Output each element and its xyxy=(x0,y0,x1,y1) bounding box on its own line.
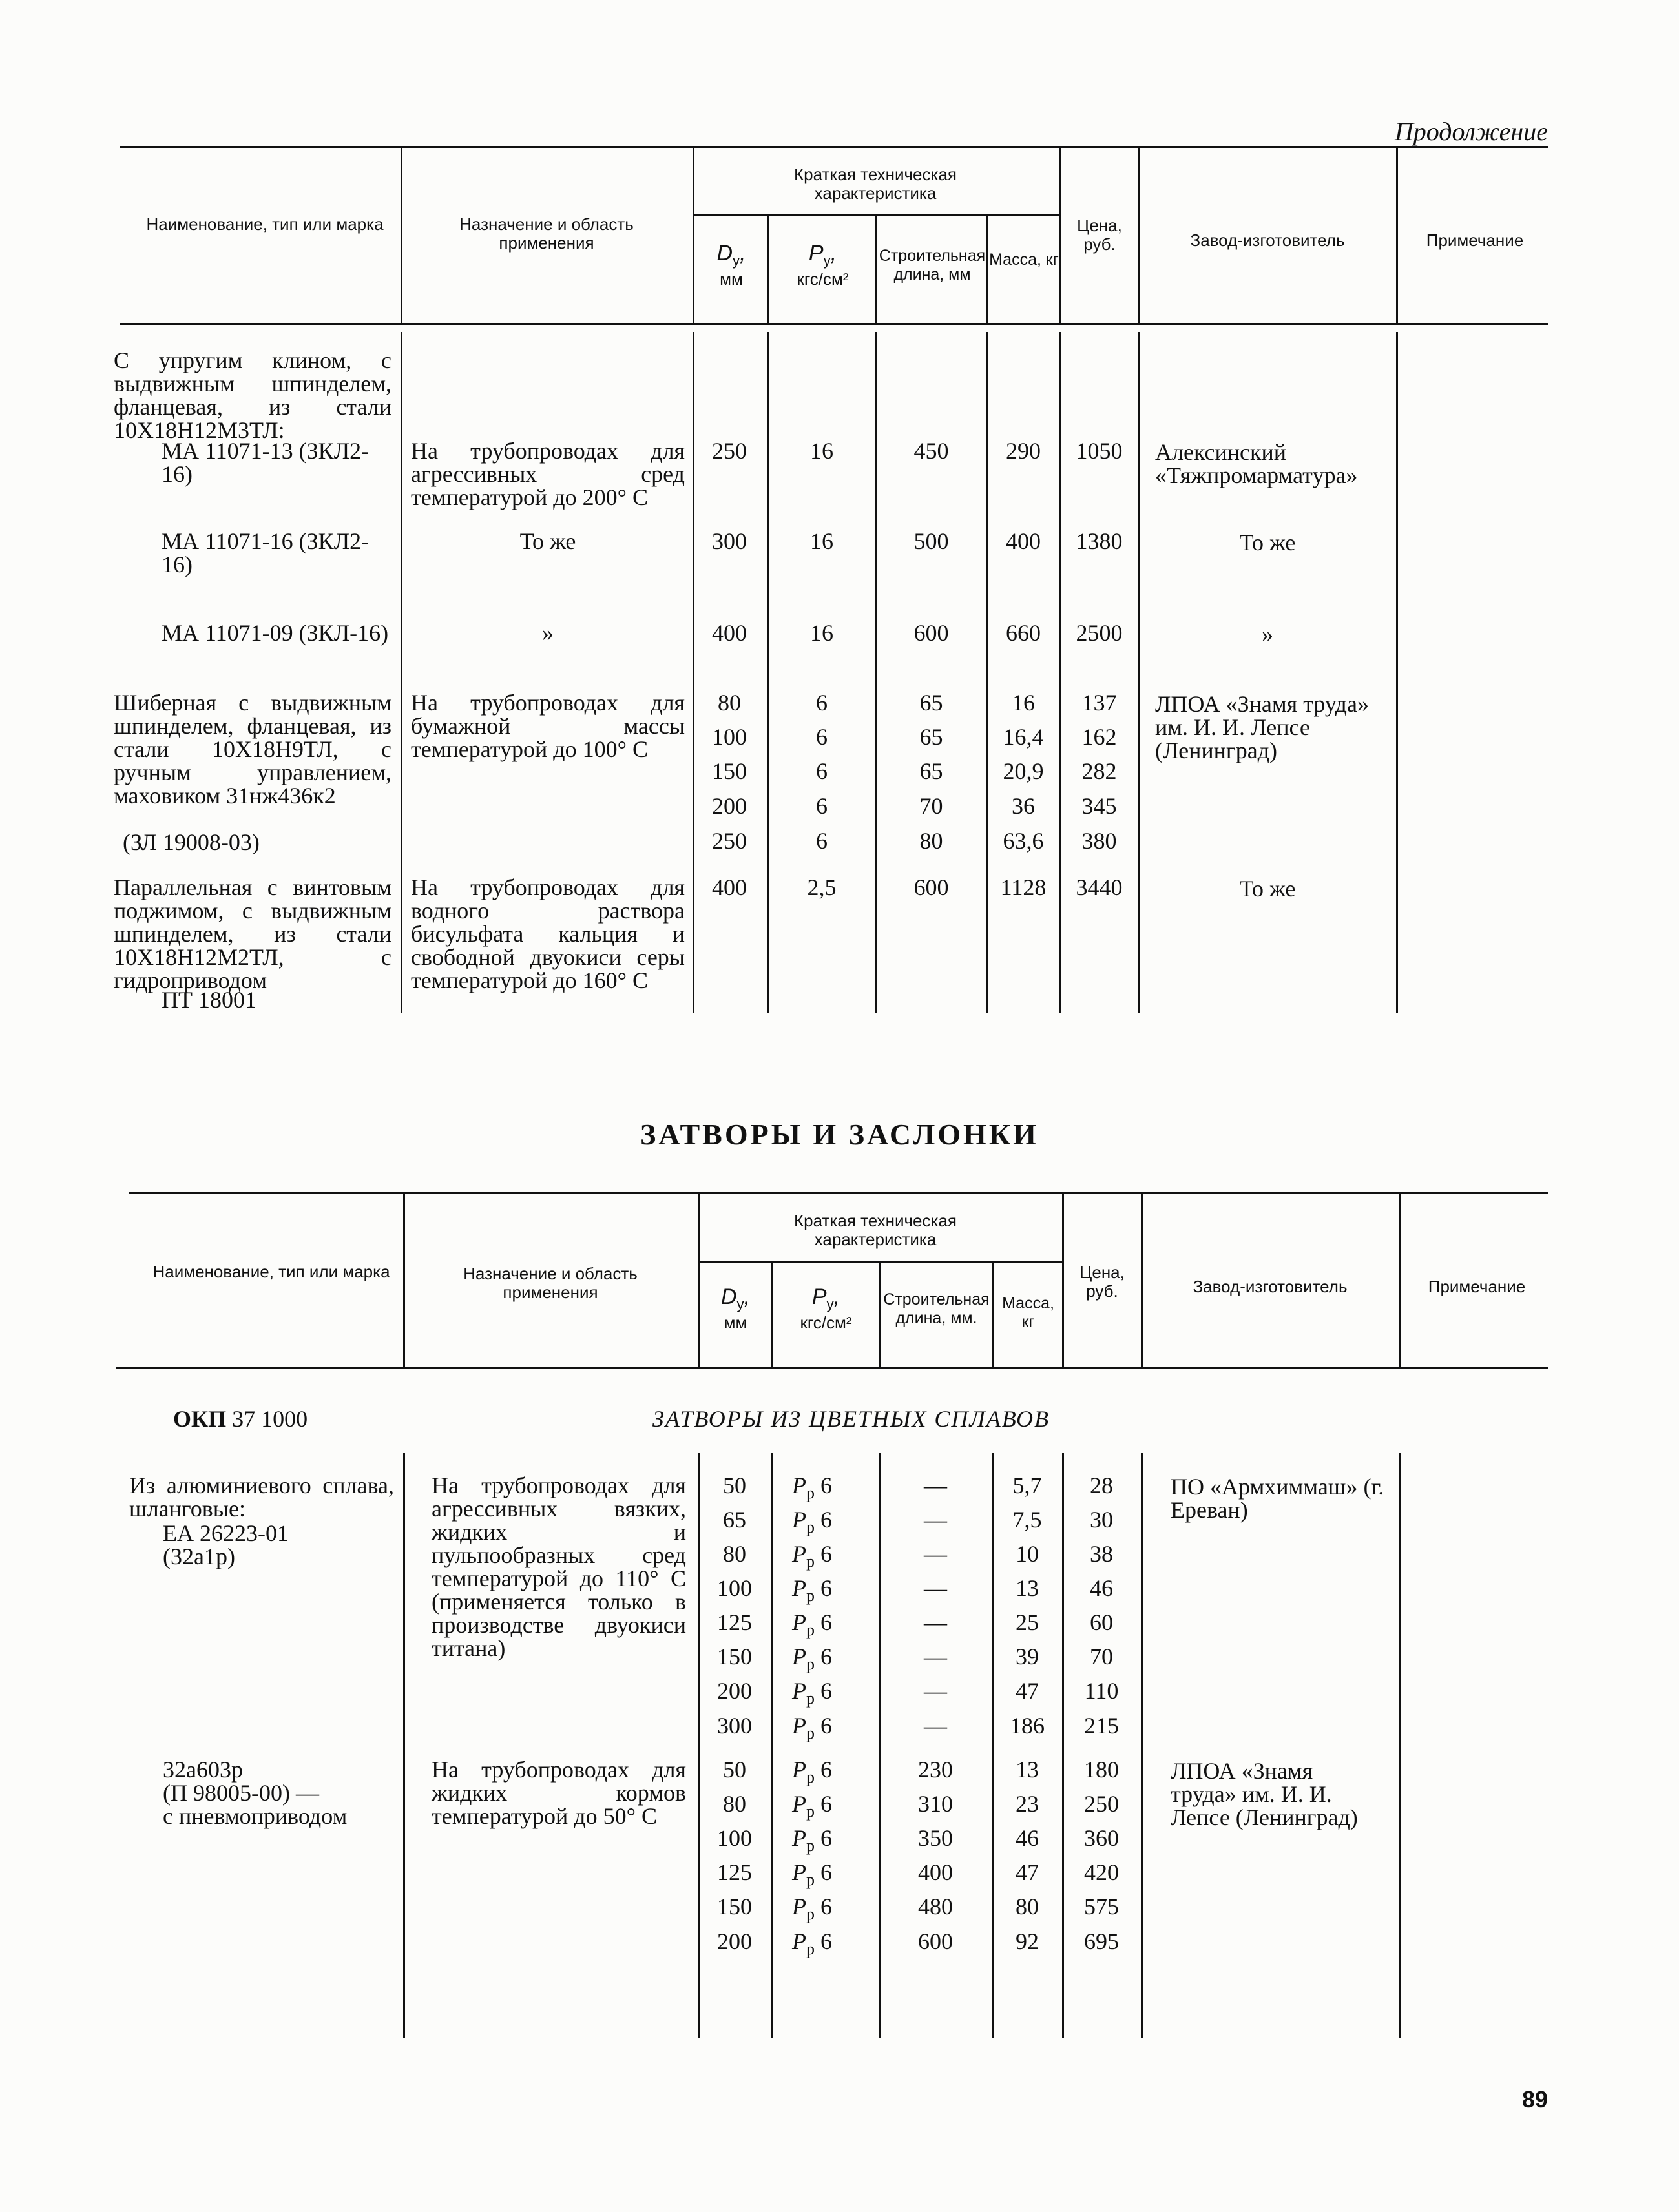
cell-dy: 100 xyxy=(717,1575,752,1601)
divider xyxy=(401,332,402,1013)
cell-length: — xyxy=(924,1644,947,1669)
cell-dy: 250 xyxy=(712,438,747,464)
cell-dy: 80 xyxy=(723,1791,746,1817)
cell-length: — xyxy=(924,1678,947,1704)
divider xyxy=(1138,146,1140,323)
cell-dy: 250 xyxy=(712,828,747,854)
table-2-top-rule xyxy=(129,1192,1548,1194)
cell-price: 180 xyxy=(1084,1757,1119,1783)
item-name: МА 11071-13 (ЗКЛ2-16) xyxy=(162,438,370,487)
item-code: (П 98005-00) — xyxy=(163,1780,319,1806)
divider xyxy=(1059,146,1061,323)
cell-length: — xyxy=(924,1473,947,1498)
divider xyxy=(771,1261,773,1367)
header-price: Цена, руб. xyxy=(1079,1263,1125,1301)
header-factory: Завод-изготовитель xyxy=(1190,231,1345,250)
cell-mass: 20,9 xyxy=(1003,758,1044,784)
cell-length: — xyxy=(924,1713,947,1739)
divider xyxy=(879,1261,881,1367)
cell-length: 600 xyxy=(913,874,949,900)
cell-py: $P_р$ 6 xyxy=(792,1757,832,1787)
cell-price: 110 xyxy=(1084,1678,1119,1704)
cell-dy: 50 xyxy=(723,1473,746,1498)
divider xyxy=(403,1192,405,1367)
divider xyxy=(698,1453,700,2038)
divider xyxy=(771,1453,773,2038)
header-py: $P_у$, кгс/см² xyxy=(797,241,849,289)
item-purpose: На трубопроводах для жидких кормов температурой до 50° С xyxy=(432,1757,686,1829)
item-code: ПТ 18001 xyxy=(162,987,256,1013)
divider xyxy=(1396,332,1398,1013)
cell-py: $P_р$ 6 xyxy=(792,1825,832,1855)
divider xyxy=(1399,1192,1401,1367)
item-code: ЕА 26223-01 xyxy=(163,1520,289,1546)
cell-price: 2500 xyxy=(1076,620,1123,646)
cell-dy: 200 xyxy=(717,1678,752,1704)
cell-length: 600 xyxy=(913,620,949,646)
cell-mass: 660 xyxy=(1006,620,1041,646)
cell-length: 310 xyxy=(918,1791,953,1817)
cell-length: 350 xyxy=(918,1825,953,1851)
cell-dy: 50 xyxy=(723,1757,746,1783)
cell-dy: 100 xyxy=(717,1825,752,1851)
cell-py: $P_р$ 6 xyxy=(792,1609,832,1640)
item-purpose: То же xyxy=(519,528,576,554)
cell-factory: То же xyxy=(1239,876,1296,902)
cell-dy: 150 xyxy=(717,1644,752,1669)
divider xyxy=(875,214,877,323)
table-1-header-rule xyxy=(120,323,1548,325)
cell-py: $P_р$ 6 xyxy=(792,1678,832,1708)
cell-py: 6 xyxy=(816,724,828,750)
table-1-top-rule xyxy=(120,146,1548,148)
item-purpose: На трубопроводах для бумажной массы температурой до 100° С xyxy=(411,690,685,762)
cell-price: 420 xyxy=(1084,1859,1119,1885)
header-mass: Масса, кг xyxy=(989,251,1059,269)
cell-mass: 92 xyxy=(1016,1928,1039,1954)
cell-length: 65 xyxy=(919,690,943,716)
divider xyxy=(767,332,769,1013)
cell-mass: 39 xyxy=(1016,1644,1039,1669)
cell-mass: 23 xyxy=(1016,1791,1039,1817)
divider xyxy=(992,1453,994,2038)
cell-dy: 300 xyxy=(712,528,747,554)
cell-mass: 10 xyxy=(1016,1541,1039,1567)
cell-py: 16 xyxy=(810,438,833,464)
subsection-title: ЗАТВОРЫ ИЗ ЦВЕТНЫХ СПЛАВОВ xyxy=(652,1406,1050,1432)
cell-py: $P_р$ 6 xyxy=(792,1928,832,1959)
cell-dy: 65 xyxy=(723,1507,746,1533)
item-purpose: » xyxy=(542,620,554,646)
cell-py: $P_р$ 6 xyxy=(792,1644,832,1674)
divider xyxy=(767,214,769,323)
cell-price: 345 xyxy=(1081,793,1117,819)
cell-dy: 150 xyxy=(712,758,747,784)
cell-py: 6 xyxy=(816,690,828,716)
cell-factory: » xyxy=(1262,621,1273,647)
cell-mass: 47 xyxy=(1016,1859,1039,1885)
cell-dy: 80 xyxy=(723,1541,746,1567)
divider xyxy=(693,332,694,1013)
header-length: Строительная длина, мм. xyxy=(883,1290,990,1327)
cell-mass: 46 xyxy=(1016,1825,1039,1851)
header-note: Примечание xyxy=(1428,1277,1526,1296)
cell-price: 30 xyxy=(1090,1507,1113,1533)
cell-dy: 125 xyxy=(717,1609,752,1635)
cell-py: $P_р$ 6 xyxy=(792,1791,832,1821)
cell-length: 230 xyxy=(918,1757,953,1783)
item-code: (32а1р) xyxy=(163,1544,235,1569)
item-purpose: На трубопроводах для агрессивных вязких, жидких и пульпообразных сред температурой до 110° С (применяется только в производстве двуокиси титана) xyxy=(432,1473,686,1661)
divider xyxy=(1399,1453,1401,2038)
cell-length: — xyxy=(924,1541,947,1567)
cell-length: 65 xyxy=(919,758,943,784)
header-brief: Краткая техническая характеристика xyxy=(794,1211,957,1249)
header-name: Наименование, тип или марка xyxy=(152,1262,390,1281)
cell-length: 80 xyxy=(919,828,943,854)
cell-mass: 36 xyxy=(1012,793,1035,819)
cell-price: 60 xyxy=(1090,1609,1113,1635)
cell-py: $P_р$ 6 xyxy=(792,1575,832,1606)
cell-dy: 125 xyxy=(717,1859,752,1885)
divider xyxy=(1396,146,1398,323)
cell-price: 282 xyxy=(1081,758,1117,784)
header-brief: Краткая техническая характеристика xyxy=(794,165,957,203)
cell-price: 3440 xyxy=(1076,874,1123,900)
cell-dy: 400 xyxy=(712,620,747,646)
cell-py: $P_р$ 6 xyxy=(792,1713,832,1743)
cell-length: 480 xyxy=(918,1894,953,1919)
divider xyxy=(1141,1192,1143,1367)
cell-price: 380 xyxy=(1081,828,1117,854)
cell-py: $P_р$ 6 xyxy=(792,1473,832,1503)
divider xyxy=(879,1453,881,2038)
cell-length: 600 xyxy=(918,1928,953,1954)
cell-price: 162 xyxy=(1081,724,1117,750)
cell-mass: 16 xyxy=(1012,690,1035,716)
divider xyxy=(875,332,877,1013)
cell-factory: То же xyxy=(1239,530,1296,555)
item-name: Шиберная с выдвижным шпинделем, фланцевая, из стали 10Х18Н9ТЛ, с ручным управлением, маховиком 31нж436к2 xyxy=(114,690,391,809)
continuation-label: Продолжение xyxy=(1394,117,1548,146)
divider xyxy=(1138,332,1140,1013)
header-note: Примечание xyxy=(1426,231,1524,250)
cell-length: — xyxy=(924,1575,947,1601)
item-code: с пневмоприводом xyxy=(163,1803,348,1829)
cell-mass: 25 xyxy=(1016,1609,1039,1635)
cell-price: 28 xyxy=(1090,1473,1113,1498)
cell-py: $P_р$ 6 xyxy=(792,1894,832,1924)
divider xyxy=(992,1261,994,1367)
cell-mass: 400 xyxy=(1006,528,1041,554)
divider xyxy=(1141,1453,1143,2038)
cell-length: 65 xyxy=(919,724,943,750)
cell-factory: ЛПОА «Знамя труда» им. И. И. Лепсе (Ленинград) xyxy=(1155,691,1369,763)
header-dy: $D_у$, мм xyxy=(720,1285,750,1332)
cell-price: 1050 xyxy=(1076,438,1123,464)
cell-length: 70 xyxy=(919,793,943,819)
cell-dy: 200 xyxy=(717,1928,752,1954)
cell-mass: 186 xyxy=(1010,1713,1045,1739)
cell-mass: 80 xyxy=(1016,1894,1039,1919)
cell-mass: 1128 xyxy=(1000,874,1047,900)
cell-length: — xyxy=(924,1507,947,1533)
item-code: 32а603р xyxy=(163,1757,243,1783)
cell-mass: 13 xyxy=(1016,1757,1039,1783)
cell-dy: 100 xyxy=(712,724,747,750)
cell-length: 400 xyxy=(918,1859,953,1885)
cell-py: 6 xyxy=(816,793,828,819)
item-name: С упругим клином, с выдвижным шпинделем, фланцевая, из стали 10Х18Н12М3ТЛ: xyxy=(114,347,391,443)
item-purpose: На трубопроводах для водного раствора бисульфата кальция и свободной двуокиси серы температурой до 160° С xyxy=(411,874,685,993)
cell-mass: 7,5 xyxy=(1012,1507,1042,1533)
cell-py: 2,5 xyxy=(807,874,837,900)
item-name: Из алюминиевого сплава, шланговые: xyxy=(129,1473,394,1522)
cell-price: 695 xyxy=(1084,1928,1119,1954)
cell-dy: 150 xyxy=(717,1894,752,1919)
cell-price: 38 xyxy=(1090,1541,1113,1567)
cell-length: — xyxy=(924,1609,947,1635)
cell-py: 6 xyxy=(816,758,828,784)
cell-py: $P_р$ 6 xyxy=(792,1507,832,1537)
cell-price: 360 xyxy=(1084,1825,1119,1851)
cell-price: 575 xyxy=(1084,1894,1119,1919)
cell-factory: ЛПОА «Знамя труда» им. И. И. Лепсе (Ленинград) xyxy=(1171,1758,1358,1830)
cell-length: 500 xyxy=(913,528,949,554)
cell-price: 1380 xyxy=(1076,528,1123,554)
cell-price: 250 xyxy=(1084,1791,1119,1817)
header-purpose: Назначение и область применения xyxy=(459,214,634,253)
cell-py: $P_р$ 6 xyxy=(792,1859,832,1890)
divider xyxy=(403,1453,405,2038)
item-purpose: На трубопроводах для агрессивных сред температурой до 200° С xyxy=(411,438,685,510)
item-name: МА 11071-09 (ЗКЛ-16) xyxy=(162,620,389,646)
item-name: Параллельная с винтовым поджимом, с выдвижным шпинделем, из стали 10Х18Н12М2ТЛ, с гидроприводом xyxy=(114,874,391,993)
cell-py: 16 xyxy=(810,528,833,554)
item-name: МА 11071-16 (ЗКЛ2-16) xyxy=(162,528,370,577)
cell-dy: 80 xyxy=(718,690,741,716)
cell-mass: 13 xyxy=(1016,1575,1039,1601)
header-dy: $D_у$, мм xyxy=(716,241,746,289)
page-number: 89 xyxy=(1521,2086,1548,2113)
cell-py: 6 xyxy=(816,828,828,854)
header-mass: Масса, кг xyxy=(1002,1294,1054,1331)
cell-dy: 200 xyxy=(712,793,747,819)
cell-py: $P_р$ 6 xyxy=(792,1541,832,1571)
divider xyxy=(1062,1453,1064,2038)
cell-price: 215 xyxy=(1084,1713,1119,1739)
cell-dy: 300 xyxy=(717,1713,752,1739)
divider xyxy=(986,332,988,1013)
cell-price: 137 xyxy=(1081,690,1117,716)
cell-price: 46 xyxy=(1090,1575,1113,1601)
header-name: Наименование, тип или марка xyxy=(146,214,384,234)
header-py: $P_у$, кгс/см² xyxy=(800,1285,852,1332)
cell-factory: ПО «Армхиммаш» (г. Ереван) xyxy=(1171,1474,1384,1523)
cell-mass: 290 xyxy=(1006,438,1041,464)
header-price: Цена, руб. xyxy=(1077,216,1122,254)
cell-mass: 5,7 xyxy=(1012,1473,1042,1498)
cell-mass: 47 xyxy=(1016,1678,1039,1704)
section-title: ЗАТВОРЫ И ЗАСЛОНКИ xyxy=(640,1118,1039,1151)
divider xyxy=(693,146,694,323)
cell-mass: 16,4 xyxy=(1003,724,1044,750)
cell-factory: Алексинский «Тяжпромарматура» xyxy=(1155,439,1358,488)
cell-py: 16 xyxy=(810,620,833,646)
cell-dy: 400 xyxy=(712,874,747,900)
divider xyxy=(698,1192,700,1367)
item-code: (ЗЛ 19008-03) xyxy=(123,829,260,855)
divider xyxy=(1059,332,1061,1013)
okp-code: ОКП 37 1000 xyxy=(173,1406,308,1432)
divider xyxy=(401,146,402,323)
table-2-header-rule xyxy=(116,1367,1548,1369)
cell-length: 450 xyxy=(913,438,949,464)
header-length: Строительная длина, мм xyxy=(879,247,986,284)
divider xyxy=(1062,1192,1064,1367)
cell-price: 70 xyxy=(1090,1644,1113,1669)
header-purpose: Назначение и область применения xyxy=(463,1264,638,1302)
header-factory: Завод-изготовитель xyxy=(1193,1277,1348,1296)
cell-mass: 63,6 xyxy=(1003,828,1044,854)
